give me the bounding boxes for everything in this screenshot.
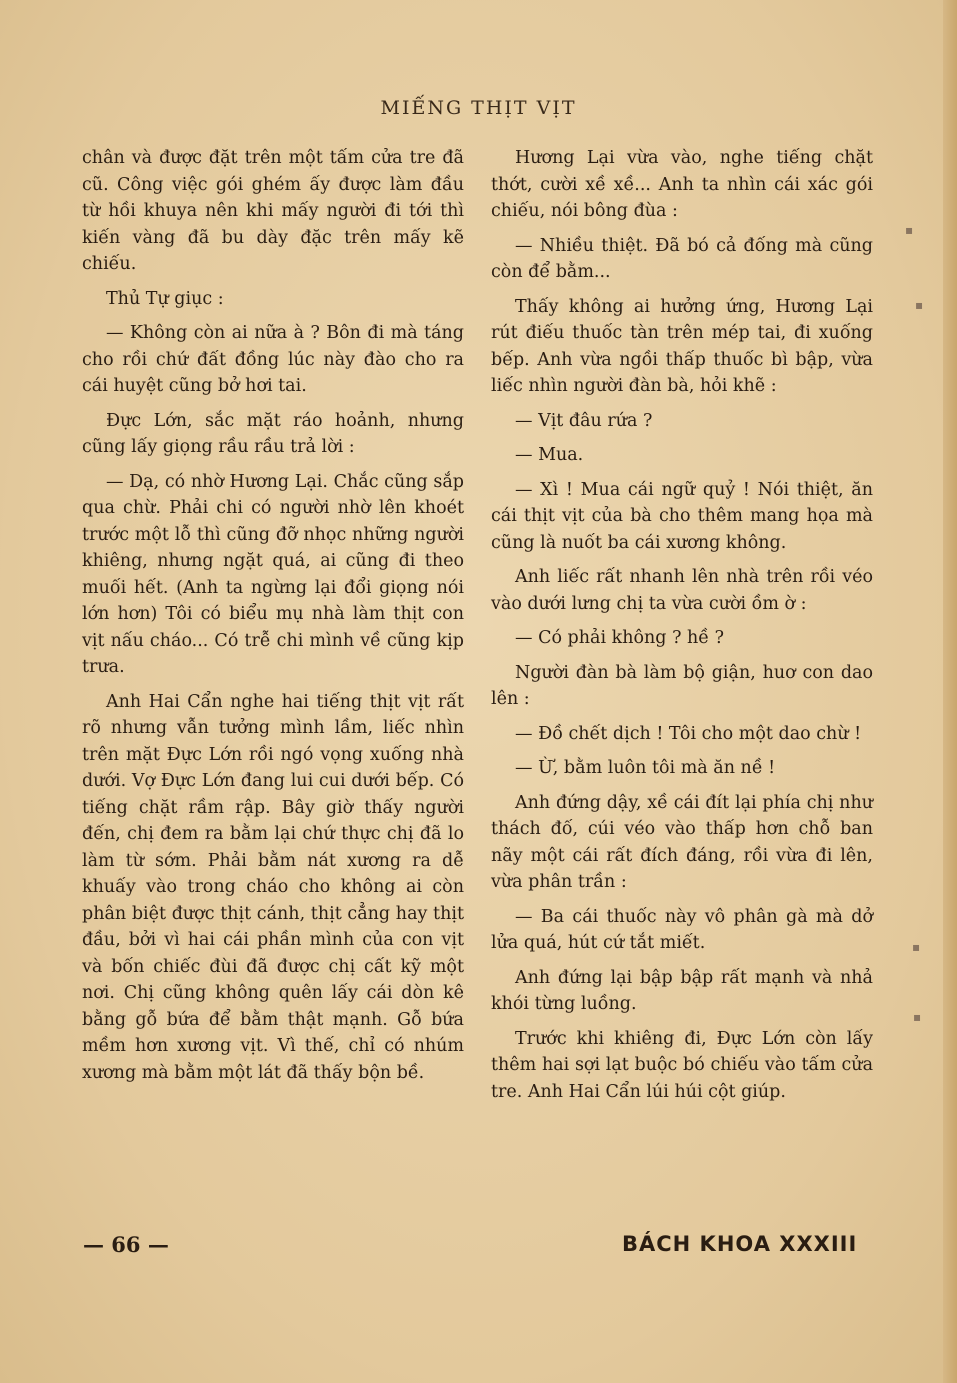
scan-speck: ▪ (905, 223, 914, 237)
paragraph: Thủ Tự giục : (106, 288, 224, 309)
paragraph: Anh đứng lại bập bập rất mạnh và nhả khói từng luồng. (491, 967, 873, 1014)
paragraph: chân và được đặt trên một tấm cửa tre đã cũ. Công việc gói ghém ấy được làm đầu từ hồi khuya nên khi mấy người đi tới thì kiến vàng đã bu dày đặc trên mấy kẽ chiếu. (82, 148, 464, 274)
left-column (82, 145, 464, 1094)
paragraph: Anh Hai Cẩn nghe hai tiếng thịt vịt rất rõ nhưng vẫn tưởng mình lầm, liếc nhìn trên mặt Đực Lớn rồi ngó vọng xuống nhà dưới. Vợ Đực Lớn đang lui cui dưới bếp. Có tiếng chặt rầm rập. Bây giờ thấy người đến, chị đem ra bằm lại chứ thực chị đã lo làm từ sớm. Phải bằm nát xương ra dễ khuấy vào trong cháo cho không ai còn phân biệt được thịt cánh, thịt cẳng hay thịt đầu, bởi vì hai cái phần mình của con vịt và bốn chiếc đùi đã được chị cất kỹ một nơi. Chị cũng không quên lấy cái dòn kê bằng gỗ bứa để bằm thật mạnh. Gỗ bứa mềm hơn xương vịt. Vì thế, chỉ có nhúm xương mà bằm một lát đã thấy bộn bề. (82, 691, 464, 1083)
journal-name: BÁCH KHOA XXXIII (622, 1232, 858, 1256)
paragraph: Anh liếc rất nhanh lên nhà trên rồi véo vào dưới lưng chị ta vừa cười ồm ờ : (491, 567, 873, 614)
paragraph: — Nhiều thiệt. Đã bó cả đống mà cũng còn để bằm... (491, 235, 873, 282)
scan-speck: ▪ (912, 940, 921, 954)
paragraph: Thấy không ai hưởng ứng, Hương Lại rút điếu thuốc tàn trên mép tai, đi xuống bếp. Anh vừa ngồi thấp thuốc bì bập, vừa liếc nhìn người đàn bà, hỏi khẽ : (491, 296, 873, 396)
paragraph: — Xì ! Mua cái ngữ quỷ ! Nói thiệt, ăn cái thịt vịt của bà cho thêm mang họa mà cũng là nuốt ba cái xương không. (491, 479, 873, 553)
paragraph: — Không còn ai nữa à ? Bôn đi mà táng cho rồi chứ đất đồng lúc này đào cho ra cái huyệt cũng bở hơi tai. (82, 323, 464, 396)
paragraph: — Đồ chết dịch ! Tôi cho một dao chừ ! (515, 723, 862, 744)
paragraph: Đực Lớn, sắc mặt ráo hoảnh, nhưng cũng lấy giọng rầu rầu trả lời : (82, 410, 464, 457)
paragraph: — Ừ, bằm luôn tôi mà ăn nề ! (515, 758, 776, 778)
page-number: — 66 — (83, 1232, 169, 1257)
scan-speck: ▪ (915, 298, 924, 312)
page-edge (943, 0, 957, 1383)
paragraph: Anh đứng dậy, xề cái đít lại phía chị như thách đố, cúi véo vào thấp hơn chỗ ban nãy một cái rất đích đáng, rồi vừa đi lên, vừa phân trần : (491, 792, 873, 892)
paragraph: Hương Lại vừa vào, nghe tiếng chặt thớt, cười xề xề... Anh ta nhìn cái xác gói chiếu, nói bông đùa : (491, 148, 873, 221)
paragraph: Trước khi khiêng đi, Đực Lớn còn lấy thêm hai sợi lạt buộc bó chiếu vào tấm cửa tre. Anh Hai Cẩn lúi húi cột giúp. (491, 1028, 873, 1102)
paragraph: — Ba cái thuốc này vô phân gà mà dở lửa quá, hút cứ tắt miết. (491, 906, 873, 953)
running-head: MIẾNG THỊT VỊT (380, 97, 577, 119)
paragraph: Người đàn bà làm bộ giận, huơ con dao lên : (491, 662, 873, 709)
right-column (491, 145, 873, 1113)
scan-speck: ▪ (913, 1010, 922, 1024)
paragraph: — Vịt đâu rứa ? (515, 410, 653, 431)
paragraph: — Dạ, có nhờ Hương Lại. Chắc cũng sắp qua chừ. Phải chi có người nhờ lên khoét trước một lỗ thì cũng đỡ nhọc những người khiêng, nhưng ngặt quá, ai cũng đi theo muối hết. (Anh ta ngừng lại đổi giọng nói lớn hơn) Tôi có biểu mụ nhà làm thịt con vịt nấu cháo... Có trễ chi mình về cũng kịp trưa. (82, 471, 464, 677)
paragraph: — Mua. (515, 445, 584, 465)
paragraph: — Có phải không ? hề ? (515, 628, 724, 648)
